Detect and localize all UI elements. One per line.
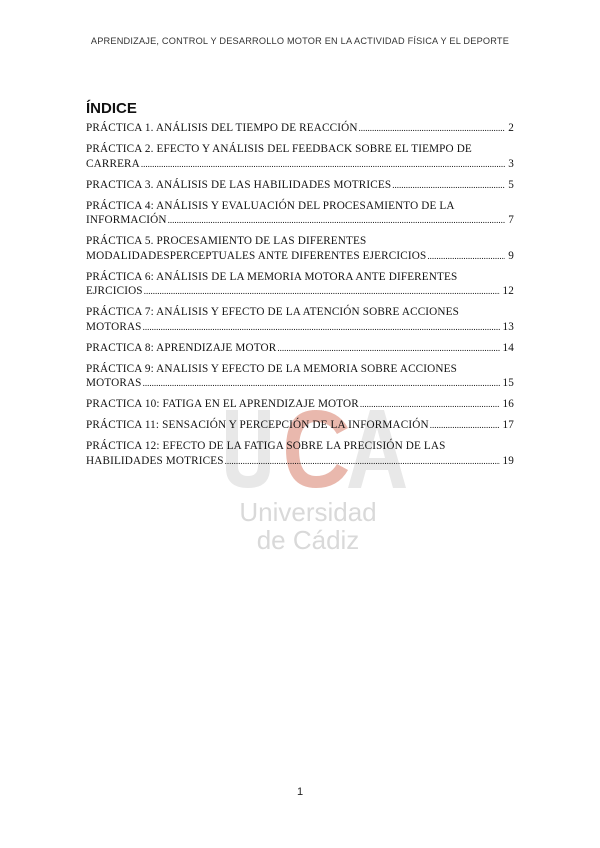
watermark-line-1: Universidad xyxy=(239,497,377,527)
toc-entry[interactable] xyxy=(86,270,514,299)
dot-leader xyxy=(430,418,500,433)
toc-entry-line: PRÁCTICA 7: ANÁLISIS Y EFECTO DE LA ATENCIÓN SOBRE ACCIONES xyxy=(86,306,459,318)
toc-entry-text: PRÁCTICA 1. ANÁLISIS DEL TIEMPO DE REACCIÓN xyxy=(86,122,358,134)
toc-entry-text: MODALIDADESPERCEPTUALES ANTE DIFERENTES EJERCICIOS xyxy=(86,249,427,262)
toc-entry-text: HABILIDADES MOTRICES xyxy=(86,454,224,467)
toc-entry[interactable] xyxy=(86,199,514,228)
toc-entry[interactable] xyxy=(86,234,514,263)
toc-entry-page-number: 9 xyxy=(508,249,514,262)
toc-entry-final-line xyxy=(86,121,514,136)
toc-entry[interactable] xyxy=(86,362,514,391)
toc-entry-text: PRACTICA 10: FATIGA EN EL APRENDIZAJE MOTOR xyxy=(86,398,359,410)
toc-entry-page-number: 2 xyxy=(508,122,514,134)
toc-entry-line: PRÁCTICA 2. EFECTO Y ANÁLISIS DEL FEEDBACK SOBRE EL TIEMPO DE xyxy=(86,143,472,155)
dot-leader xyxy=(168,213,506,228)
toc-entry[interactable] xyxy=(86,418,514,433)
toc-entry-line: PRÁCTICA 12: EFECTO DE LA FATIGA SOBRE LA PRECISIÓN DE LAS xyxy=(86,440,446,452)
toc-entry[interactable] xyxy=(86,121,514,136)
toc-entry[interactable] xyxy=(86,397,514,412)
toc-entry-page-number: 12 xyxy=(502,285,514,297)
dot-leader xyxy=(360,397,500,412)
toc-entry-final-line xyxy=(86,249,514,264)
page-number: 1 xyxy=(296,786,304,798)
watermark-line-2: de Cádiz xyxy=(256,525,360,555)
toc-entry-final-line xyxy=(86,157,514,172)
toc-entry-text: MOTORAS xyxy=(86,377,142,389)
toc-entry[interactable] xyxy=(86,178,514,193)
index-title: ÍNDICE xyxy=(86,100,137,117)
dot-leader xyxy=(143,376,500,391)
toc-entry-text: MOTORAS xyxy=(86,320,142,333)
toc-entry-text: EJRCICIOS xyxy=(86,285,143,297)
toc-entry-page-number: 3 xyxy=(508,157,514,170)
toc-entry-line: PRÁCTICA 6: ANÁLISIS DE LA MEMORIA MOTORA ANTE DIFERENTES xyxy=(86,270,458,283)
toc-entry-text: PRACTICA 8: APRENDIZAJE MOTOR xyxy=(86,341,277,354)
dot-leader xyxy=(141,157,505,172)
dot-leader xyxy=(427,249,505,264)
toc-entry-text: PRACTICA 3. ANÁLISIS DE LAS HABILIDADES MOTRICES xyxy=(86,178,392,191)
toc-entry-page-number: 17 xyxy=(502,419,514,431)
toc-entry-final-line xyxy=(86,418,514,433)
dot-leader xyxy=(392,178,505,193)
table-of-contents xyxy=(86,121,514,475)
dot-leader xyxy=(277,341,499,356)
toc-entry-line: PRÁCTICA 9: ANALISIS Y EFECTO DE LA MEMORIA SOBRE ACCIONES xyxy=(86,362,457,375)
toc-entry[interactable] xyxy=(86,142,514,171)
toc-entry-final-line xyxy=(86,397,514,412)
toc-entry-text: INFORMACIÓN xyxy=(86,214,167,226)
toc-entry-page-number: 13 xyxy=(502,320,514,333)
toc-entry-page-number: 14 xyxy=(502,341,514,354)
toc-entry-final-line xyxy=(86,178,514,193)
dot-leader xyxy=(225,454,500,469)
toc-entry-final-line xyxy=(86,213,514,228)
dot-leader xyxy=(359,121,506,136)
toc-entry-line: PRÁCTICA 5. PROCESAMIENTO DE LAS DIFERENTES xyxy=(86,235,367,247)
toc-entry[interactable] xyxy=(86,341,514,356)
toc-entry-final-line xyxy=(86,376,514,391)
toc-entry-page-number: 16 xyxy=(502,398,514,410)
toc-entry[interactable] xyxy=(86,305,514,334)
toc-entry-text: PRÁCTICA 11: SENSACIÓN Y PERCEPCIÓN DE LA INFORMACIÓN xyxy=(86,419,429,431)
toc-entry-line: PRÁCTICA 4: ANÁLISIS Y EVALUACIÓN DEL PROCESAMIENTO DE LA xyxy=(86,199,455,212)
toc-entry-text: CARRERA xyxy=(86,157,140,170)
toc-entry-final-line xyxy=(86,284,514,299)
toc-entry-final-line xyxy=(86,320,514,335)
toc-entry-final-line xyxy=(86,341,514,356)
toc-entry-page-number: 15 xyxy=(502,377,514,389)
dot-leader xyxy=(143,320,500,335)
running-header: APRENDIZAJE, CONTROL Y DESARROLLO MOTOR EN LA ACTIVIDAD FÍSICA Y EL DEPORTE xyxy=(90,36,510,46)
dot-leader xyxy=(144,284,500,299)
toc-entry-page-number: 5 xyxy=(508,178,514,191)
toc-entry-page-number: 7 xyxy=(508,214,514,226)
toc-entry-final-line xyxy=(86,454,514,469)
toc-entry[interactable] xyxy=(86,439,514,468)
toc-entry-page-number: 19 xyxy=(502,454,514,467)
